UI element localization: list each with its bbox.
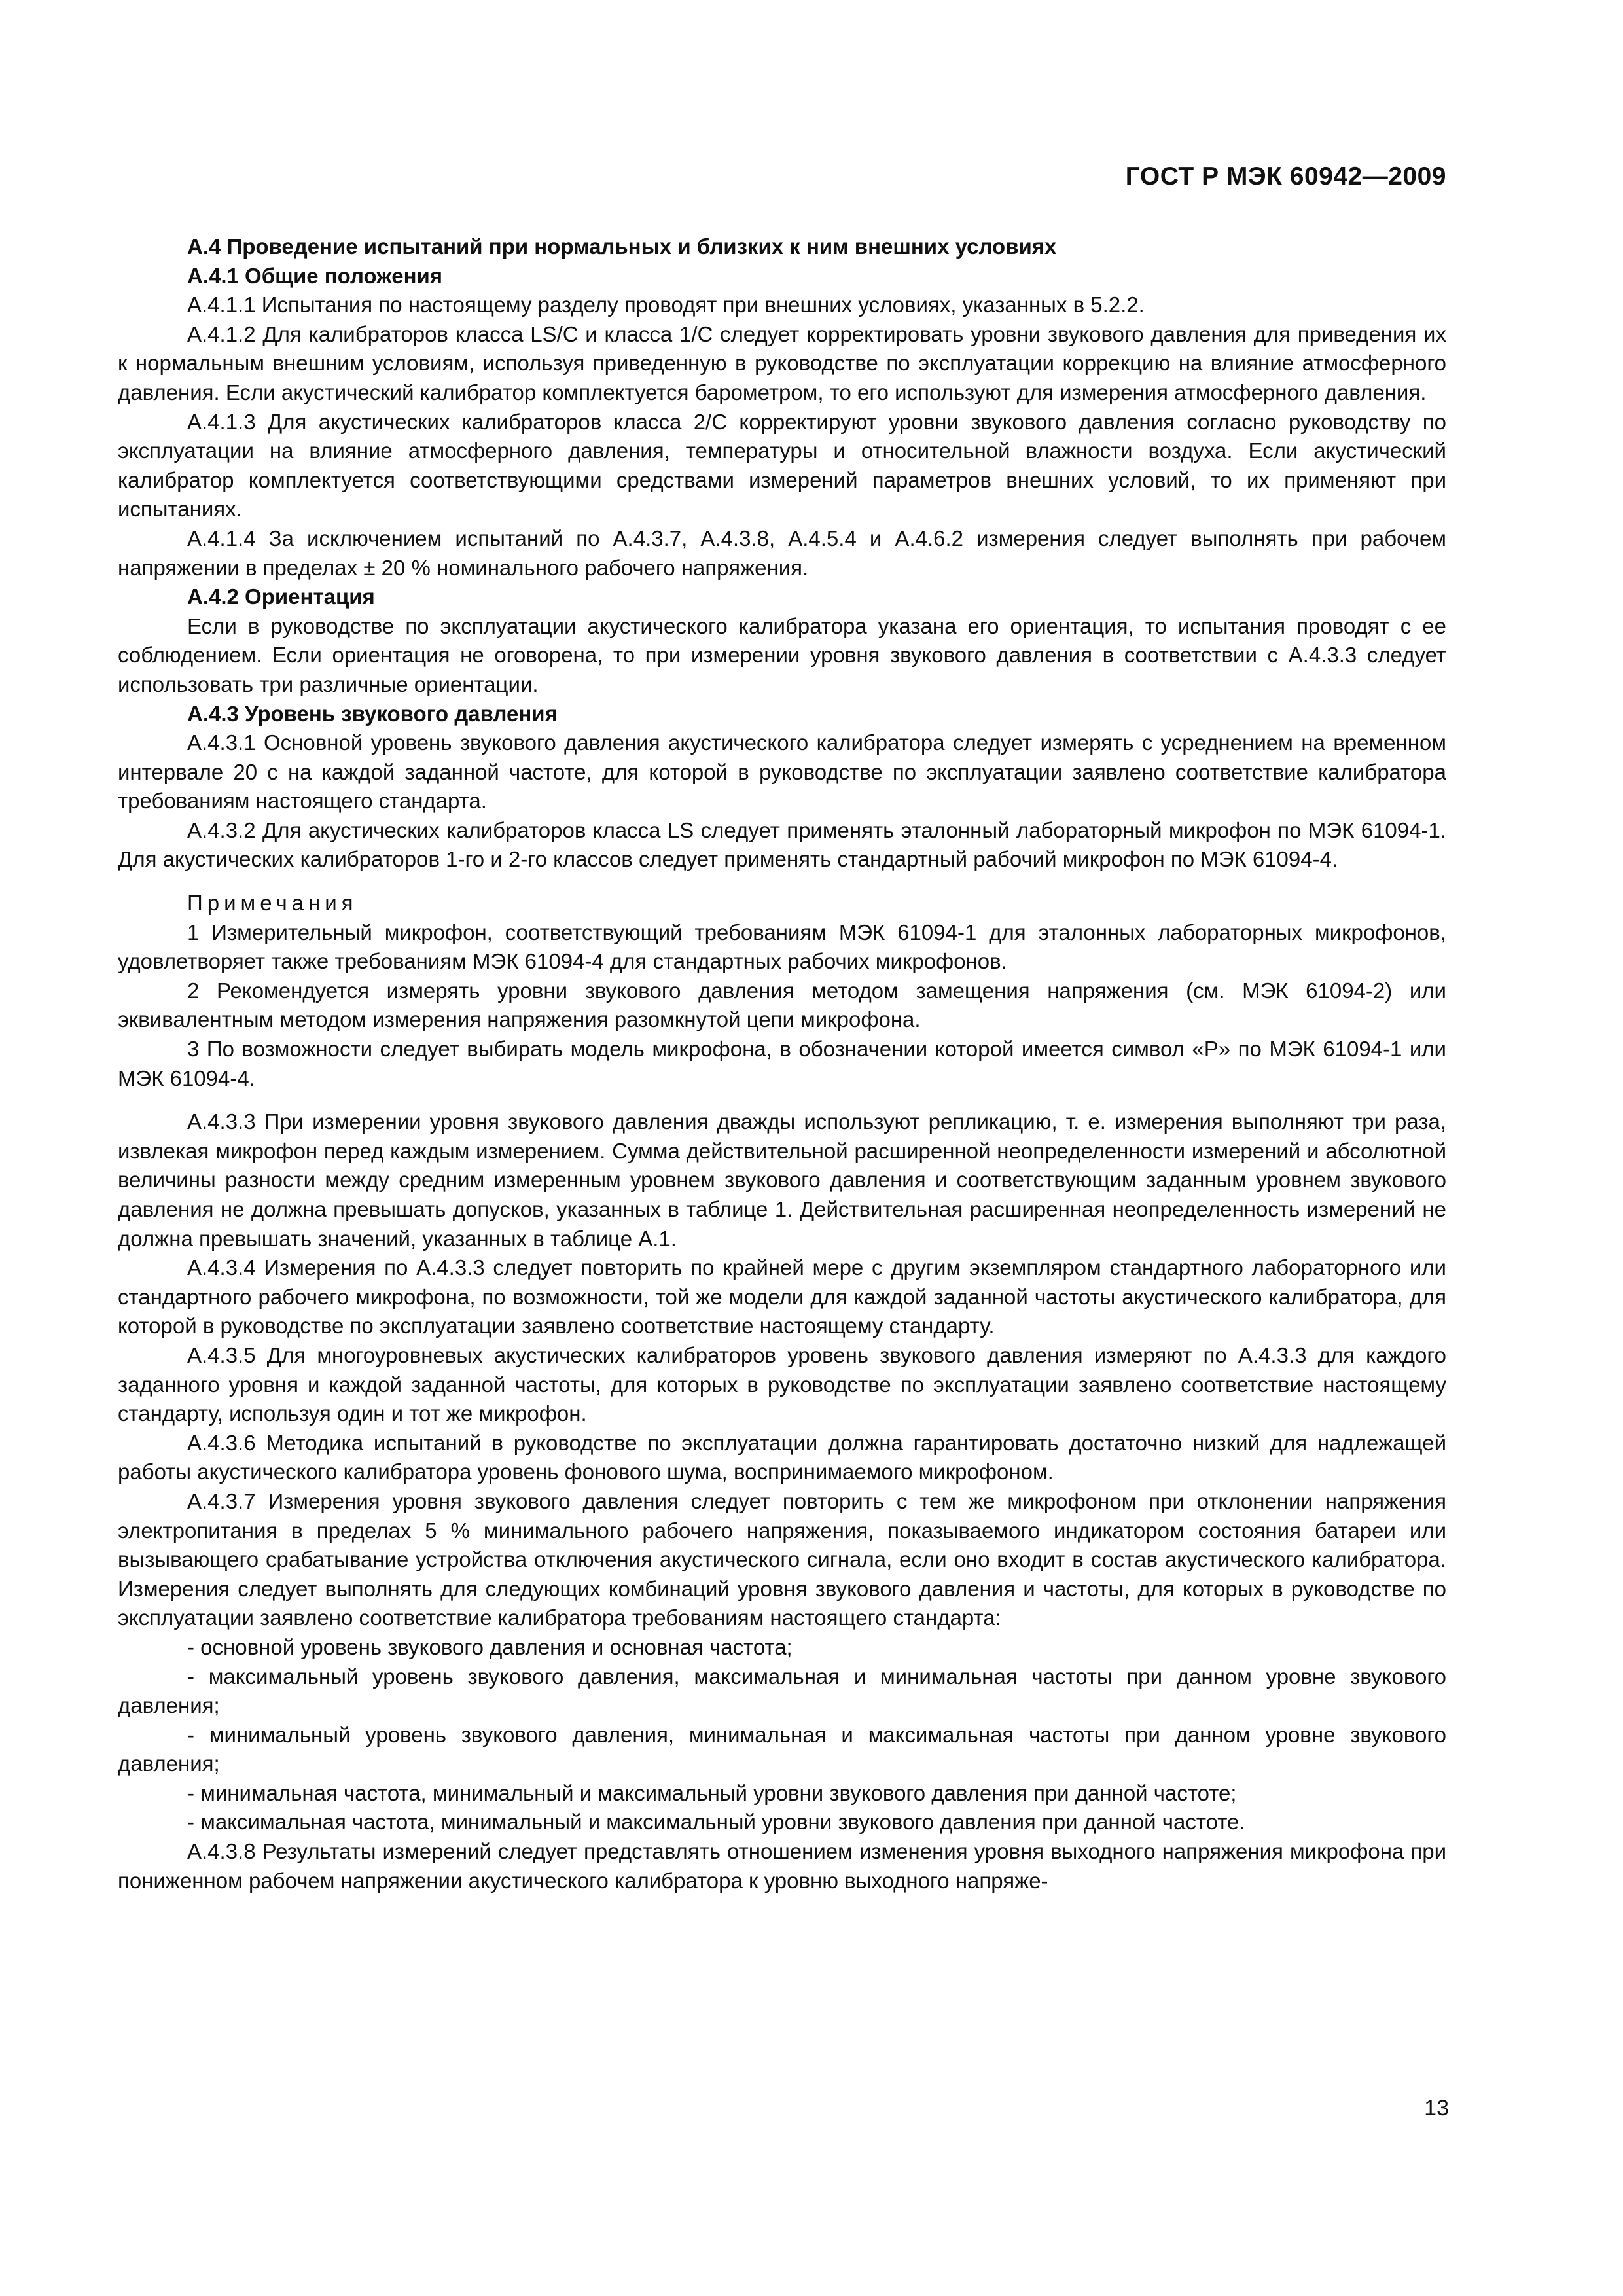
paragraph-a414: А.4.1.4 За исключением испытаний по А.4.3.7, А.4.3.8, А.4.5.4 и А.4.6.2 измерения следует выполнять при рабочем напряжении в пределах ± 20 % номинального рабочего напряжения. bbox=[118, 526, 1446, 580]
list-item: - основной уровень звукового давления и основная частота; bbox=[187, 1634, 793, 1659]
paragraph-a438: А.4.3.8 Результаты измерений следует представлять отношением изменения уровня выходного напряжения микрофона при пониженном рабочем напряжении акустического калибратора к уровню выходного напряже- bbox=[118, 1839, 1446, 1893]
list-item: - максимальная частота, минимальный и максимальный уровни звукового давления при данной частоте. bbox=[187, 1810, 1245, 1835]
paragraph-a42: Если в руководстве по эксплуатации акустического калибратора указана его ориентация, то испытания проводят с ее соблюдением. Если ориентация не оговорена, то при измерении уровня звукового давления в соответствии с А.4.3.3 следует использовать три различные ориентации. bbox=[118, 613, 1446, 696]
paragraph-a436: А.4.3.6 Методика испытаний в руководстве по эксплуатации должна гарантировать достаточно низкий для надлежащей работы акустического калибратора уровень фонового шума, воспринимаемого микрофоном. bbox=[118, 1430, 1446, 1484]
note-2: 2 Рекомендуется измерять уровни звукового давления методом замещения напряжения (см. МЭК 61094-2) или эквивалентным методом измерения напряжения разомкнутой цепи микрофона. bbox=[118, 978, 1446, 1032]
paragraph-a434: А.4.3.4 Измерения по А.4.3.3 следует повторить по крайней мере с другим экземпляром стандартного лабораторного или стандартного рабочего микрофона, по возможности, той же модели для каждой заданной частоты акустического калибратора, для которой в руководстве по эксплуатации заявлено соответствие настоящему стандарту. bbox=[118, 1255, 1446, 1338]
paragraph-a433: А.4.3.3 При измерении уровня звукового давления дважды используют репликацию, т. е. измерения выполняют три раза, извлекая микрофон перед каждым измерением. Сумма действительной расширенной неопределенности измерений и абсолютной величины разности между средним измеренным уровнем звукового давления и соответствующим заданным уровнем звукового давления не должна превышать допусков, указанных в таблице 1. Действительная расширенная неопределенность измерений не должна превышать значений, указанных в таблице А.1. bbox=[118, 1109, 1446, 1251]
page-number: 13 bbox=[1424, 2096, 1449, 2121]
paragraph-a435: А.4.3.5 Для многоуровневых акустических калибраторов уровень звукового давления измеряют по А.4.3.3 для каждого заданного уровня и каждой заданной частоты, для которых в руководстве по эксплуатации заявлено соответствие настоящему стандарту, используя один и тот же микрофон. bbox=[118, 1342, 1446, 1426]
paragraph-a431: А.4.3.1 Основной уровень звукового давления акустического калибратора следует измерять с усреднением на временном интервале 20 с на каждой заданной частоте, для которой в руководстве по эксплуатации заявлено соответствие калибратора требованиям настоящего стандарта. bbox=[118, 730, 1446, 814]
section-heading-a4: А.4 Проведение испытаний при нормальных и близких к ним внешних условиях bbox=[187, 234, 1057, 259]
paragraph-a411: А.4.1.1 Испытания по настоящему разделу проводят при внешних условиях, указанных в 5.2.2. bbox=[187, 293, 1145, 317]
notes-heading: Примечания bbox=[187, 891, 358, 916]
subsection-heading-a41: А.4.1 Общие положения bbox=[187, 263, 443, 288]
subsection-heading-a43: А.4.3 Уровень звукового давления bbox=[187, 701, 558, 726]
paragraph-a432: А.4.3.2 Для акустических калибраторов класса LS следует применять эталонный лабораторный микрофон по МЭК 61094-1. Для акустических калибраторов 1-го и 2-го классов следует применять стандартный рабочий микрофон по МЭК 61094-4. bbox=[118, 817, 1446, 872]
subsection-heading-a42: А.4.2 Ориентация bbox=[187, 584, 375, 609]
paragraph-a412: А.4.1.2 Для калибраторов класса LS/C и класса 1/C следует корректировать уровни звукового давления для приведения их к нормальным внешним условиям, используя приведенную в руководстве по эксплуатации коррекцию на влияние атмосферного давления. Если акустический калибратор комплектуется барометром, то его используют для измерения атмосферного давления. bbox=[118, 321, 1446, 404]
list-item: - минимальный уровень звукового давления, минимальная и максимальная частоты при данном уровне звукового давления; bbox=[118, 1722, 1446, 1776]
document-header: ГОСТ Р МЭК 60942—2009 bbox=[1125, 162, 1446, 190]
list-item: - максимальный уровень звукового давления, максимальная и минимальная частоты при данном уровне звукового давления; bbox=[118, 1664, 1446, 1718]
note-1: 1 Измерительный микрофон, соответствующий требованиям МЭК 61094-1 для эталонных лабораторных микрофонов, удовлетворяет также требованиям МЭК 61094-4 для стандартных рабочих микрофонов. bbox=[118, 920, 1446, 974]
note-3: 3 По возможности следует выбирать модель микрофона, в обозначении которой имеется символ «P» по МЭК 61094-1 или МЭК 61094-4. bbox=[118, 1037, 1446, 1090]
document-body bbox=[118, 232, 1446, 1895]
list-item: - минимальная частота, минимальный и максимальный уровни звукового давления при данной частоте; bbox=[187, 1780, 1237, 1805]
paragraph-a413: А.4.1.3 Для акустических калибраторов класса 2/C корректируют уровни звукового давления согласно руководству по эксплуатации на влияние атмосферного давления, температуры и относительной влажности воздуха. Если акустический калибратор комплектуется соответствующими средствами измерений параметров внешних условий, то их применяют при испытаниях. bbox=[118, 409, 1446, 522]
paragraph-a437: А.4.3.7 Измерения уровня звукового давления следует повторить с тем же микрофоном при отклонении напряжения электропитания в пределах 5 % минимального рабочего напряжения, показываемого индикатором состояния батареи или вызывающего срабатывание устройства отключения акустического сигнала, если оно входит в состав акустического калибратора. Измерения следует выполнять для следующих комбинаций уровня звукового давления и частоты, для которых в руководстве по эксплуатации заявлено соответствие калибратора требованиям настоящего стандарта: bbox=[118, 1488, 1446, 1630]
